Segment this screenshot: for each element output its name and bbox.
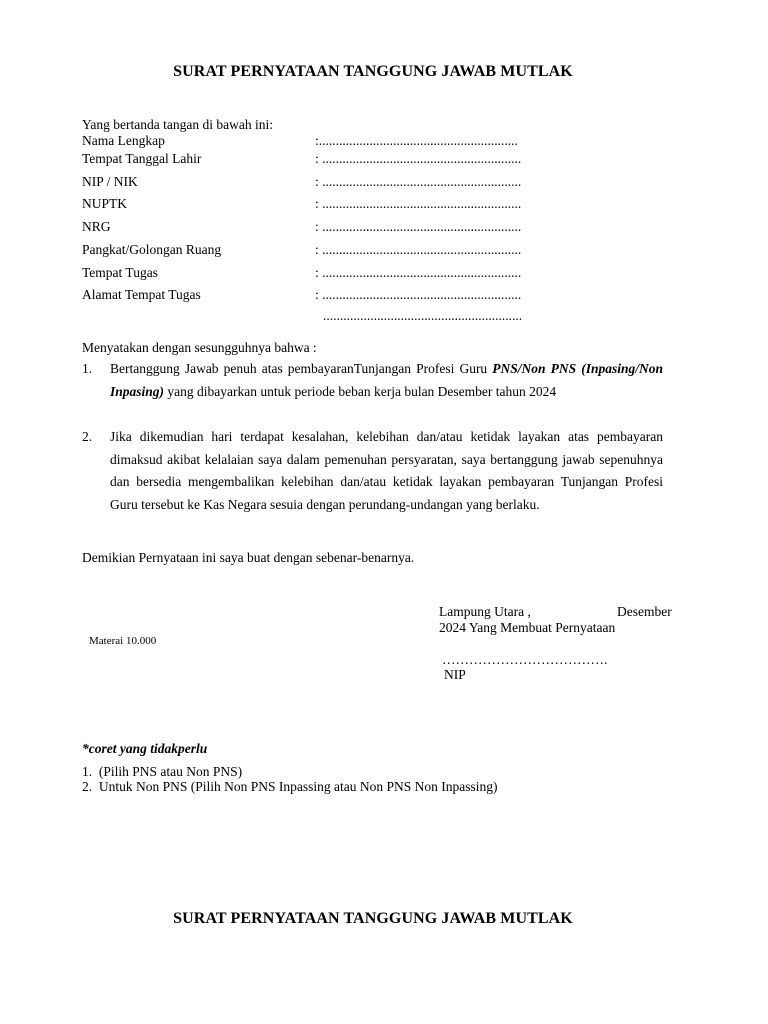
field-value-nuptk: : ........................................................... [315, 196, 522, 211]
note-number: 2. [82, 779, 93, 794]
field-value-nama: :........................................................... [315, 133, 518, 148]
signature-month: Desember [617, 604, 672, 619]
signature-line2: 2024 Yang Membuat Pernyataan [439, 620, 616, 635]
note-heading: *coret yang tidakperlu [82, 741, 208, 756]
note-text: Untuk Non PNS (Pilih Non PNS Inpassing atau Non PNS Non Inpassing) [98, 779, 498, 794]
intro-text: Yang bertanda tangan di bawah ini: [82, 117, 273, 132]
item-1-emphasis: PNS/Non PNS (Inpasing/Non Inpasing) [110, 361, 663, 399]
document-title: SURAT PERNYATAAN TANGGUNG JAWAB MUTLAK [173, 63, 573, 80]
field-label-pangkat: Pangkat/Golongan Ruang [82, 242, 222, 257]
item-number: 2. [82, 429, 93, 444]
signature-dots: ………………………………. [442, 652, 608, 667]
statement-item-1 [110, 358, 663, 403]
note-item [82, 779, 498, 795]
field-label-nuptk: NUPTK [82, 196, 128, 211]
field-label-nrg: NRG [82, 219, 111, 234]
field-value-nip: : ........................................................... [315, 174, 522, 189]
note-number: 1. [82, 764, 93, 779]
field-value-nrg: : ........................................................... [315, 219, 522, 234]
field-label-nama: Nama Lengkap [82, 133, 165, 148]
field-value-pangkat: : ........................................................... [315, 242, 522, 257]
item-number: 1. [82, 361, 93, 376]
field-value-alamat: : ........................................................... [315, 287, 522, 302]
field-value-tempat-tugas: : ........................................................... [315, 265, 522, 280]
closing-text: Demikian Pernyataan ini saya buat dengan sebenar-benarnya. [82, 550, 415, 565]
note-item [82, 764, 242, 780]
note-text: (Pilih PNS atau Non PNS) [98, 764, 243, 779]
field-label-ttl: Tempat Tanggal Lahir [82, 151, 202, 166]
statement-intro: Menyatakan dengan sesungguhnya bahwa : [82, 340, 317, 355]
field-label-alamat: Alamat Tempat Tugas [82, 287, 201, 302]
second-document-title: SURAT PERNYATAAN TANGGUNG JAWAB MUTLAK [173, 910, 573, 927]
statement-item-2: Jika dikemudian hari terdapat kesalahan, kelebihan dan/atau ketidak layakan atas pembayaran dimaksud akibat kelalaian saya dalam pemenuhan persyaratan, saya bertanggung jawab sepenuhnya dan bersedia mengembalikan kelebihan dan/atau ketidak layakan pembayaran Tunjangan Profesi Guru tersebut ke Kas Negara sesuia dengan perundang-undangan yang berlaku. [110, 429, 663, 512]
item-1-text-a: Bertanggung Jawab penuh atas pembayaranTunjangan Profesi Guru [110, 361, 493, 376]
materai-label: Materai 10.000 [89, 635, 157, 647]
field-label-nip: NIP / NIK [82, 174, 138, 189]
signature-place: Lampung Utara , [439, 604, 531, 619]
field-value-alamat-continuation: ........................................................... [323, 308, 523, 323]
field-label-tempat-tugas: Tempat Tugas [82, 265, 158, 280]
signature-nip-label: NIP [444, 667, 466, 682]
item-1-text-b: yang dibayarkan untuk periode beban kerja bulan Desember tahun 2024 [164, 383, 557, 399]
field-value-ttl: : ........................................................... [315, 151, 522, 166]
